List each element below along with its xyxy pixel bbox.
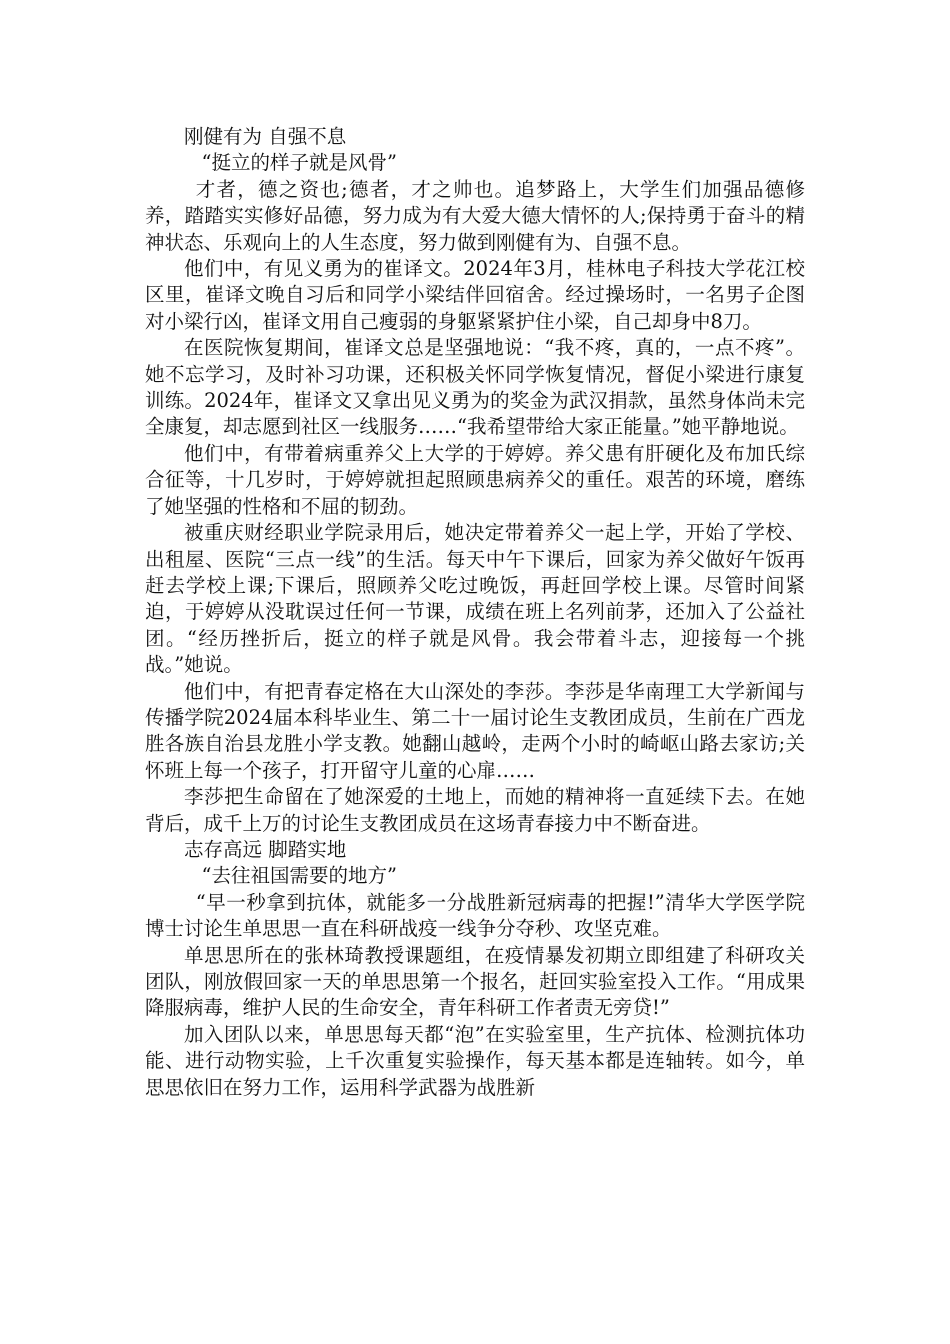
document-page	[145, 124, 805, 1101]
section-heading-1: 刚健有为 自强不息	[184, 125, 347, 148]
paragraph: 他们中，有带着病重养父上大学的于婷婷。养父患有肝硬化及布加氏综合征等，十几岁时，于婷婷就担起照顾患病养父的重任。艰苦的环境，磨练了她坚强的性格和不屈的韧劲。	[145, 441, 805, 518]
paragraph: 李莎把生命留在了她深爱的土地上，而她的精神将一直延续下去。在她背后，成千上万的讨论生支教团成员在这场青春接力中不断奋进。	[145, 785, 805, 835]
paragraph: 加入团队以来，单思思每天都“泡”在实验室里，生产抗体、检测抗体功能、进行动物实验，上千次重复实验操作，每天基本都是连轴转。如今，单思思依旧在努力工作，运用科学武器为战胜新	[145, 1022, 805, 1099]
paragraph: 才者，德之资也;德者，才之帅也。追梦路上，大学生们加强品德修养，踏踏实实修好品德，努力成为有大爱大德大情怀的人;保持勇于奋斗的精神状态、乐观向上的人生态度，努力做到刚健有为、自强不息。	[145, 177, 805, 254]
paragraph: 他们中，有把青春定格在大山深处的李莎。李莎是华南理工大学新闻与传播学院2024届本科毕业生、第二十一届讨论生支教团成员，生前在广西龙胜各族自治县龙胜小学支教。她翻山越岭，走两个小时的崎岖山路去家访;关怀班上每一个孩子，打开留守儿童的心扉……	[145, 679, 805, 782]
paragraph: 他们中，有见义勇为的崔译文。2024年3月，桂林电子科技大学花江校区里，崔译文晚自习后和同学小梁结伴回宿舍。经过操场时，一名男子企图对小梁行凶，崔译文用自己瘦弱的身躯紧紧护住小梁，自己却身中8刀。	[145, 257, 805, 333]
section-heading-2: 志存高远 脚踏实地	[184, 837, 347, 861]
paragraph: 在医院恢复期间，崔译文总是坚强地说：“我不疼，真的，一点不疼”。她不忘学习，及时补习功课，还积极关怀同学恢复情况，督促小梁进行康复训练。2024年，崔译文又拿出见义勇为的奖金为武汉捐款，虽然身体尚未完全康复，却志愿到社区一线服务……“我希望带给大家正能量。”她平静地说。	[145, 336, 805, 439]
paragraph: “早一秒拿到抗体，就能多一分战胜新冠病毒的把握!”清华大学医学院博士讨论生单思思一直在科研战疫一线争分夺秒、攻坚克难。	[145, 890, 805, 941]
paragraph: 单思思所在的张林琦教授课题组，在疫情暴发初期立即组建了科研攻关团队，刚放假回家一天的单思思第一个报名，赶回实验室投入工作。“用成果降服病毒，维护人民的生命安全，青年科研工作者责无旁贷!”	[145, 943, 805, 1020]
paragraph: 被重庆财经职业学院录用后，她决定带着养父一起上学，开始了学校、出租屋、医院“三点一线”的生活。每天中午下课后，回家为养父做好午饭再赶去学校上课;下课后，照顾养父吃过晚饭，再赶回学校上课。尽管时间紧迫，于婷婷从没耽误过任何一节课，成绩在班上名列前茅，还加入了公益社团。“经历挫折后，挺立的样子就是风骨。我会带着斗志，迎接每一个挑战。”她说。	[145, 521, 805, 677]
section-subheading-2: “去往祖国需要的地方”	[201, 864, 397, 888]
section-subheading-1: “挺立的样子就是风骨”	[201, 151, 397, 175]
